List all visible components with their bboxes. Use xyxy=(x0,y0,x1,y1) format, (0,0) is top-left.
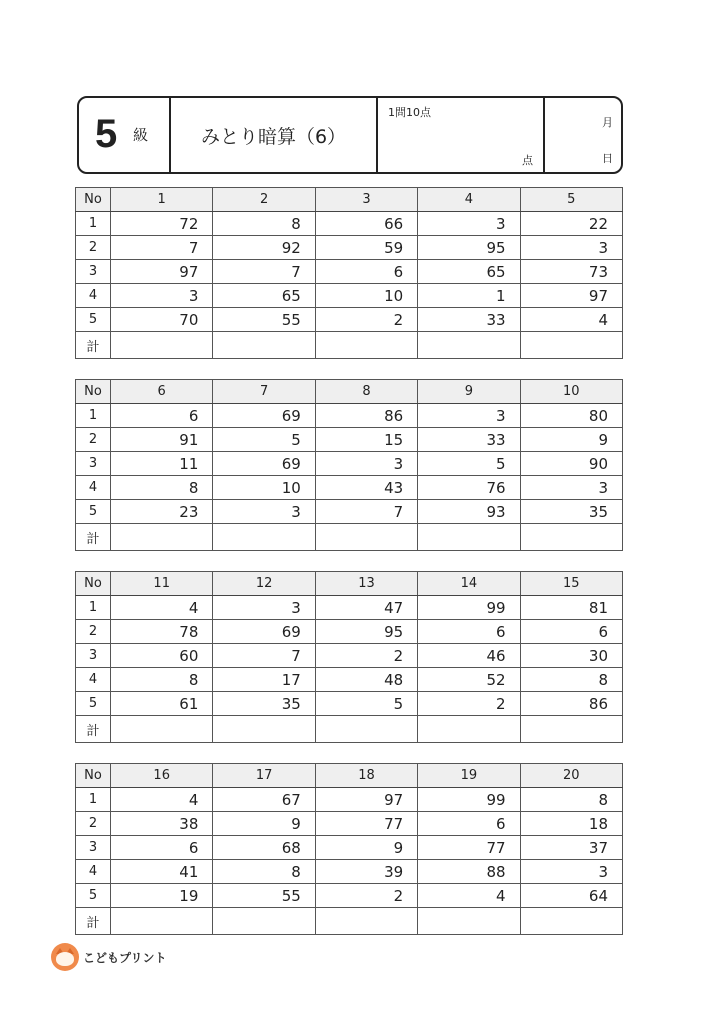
number-cell: 78 xyxy=(111,620,213,644)
number-cell: 46 xyxy=(418,644,520,668)
grade-unit: 級 xyxy=(133,126,149,144)
number-cell: 68 xyxy=(213,836,315,860)
problem-number-header: 1 xyxy=(111,188,213,212)
number-cell: 86 xyxy=(520,692,622,716)
number-cell: 3 xyxy=(520,236,622,260)
number-cell: 10 xyxy=(213,476,315,500)
number-cell: 52 xyxy=(418,668,520,692)
answer-cell[interactable] xyxy=(315,908,417,935)
problem-table xyxy=(75,571,623,743)
answer-cell[interactable] xyxy=(315,332,417,359)
row-number: 5 xyxy=(76,692,111,716)
answer-cell[interactable] xyxy=(111,716,213,743)
number-cell: 18 xyxy=(520,812,622,836)
problem-number-header: 17 xyxy=(213,764,315,788)
number-cell: 3 xyxy=(418,404,520,428)
number-cell: 19 xyxy=(111,884,213,908)
row-number: 4 xyxy=(76,668,111,692)
cat-face-icon xyxy=(51,943,79,971)
number-cell: 81 xyxy=(520,596,622,620)
problem-number-header: 3 xyxy=(315,188,417,212)
number-cell: 2 xyxy=(315,884,417,908)
number-cell: 3 xyxy=(315,452,417,476)
number-cell: 59 xyxy=(315,236,417,260)
table-header-row xyxy=(76,764,623,788)
number-cell: 5 xyxy=(213,428,315,452)
answer-cell[interactable] xyxy=(418,332,520,359)
table-row xyxy=(76,692,623,716)
problem-number-header: 14 xyxy=(418,572,520,596)
number-cell: 3 xyxy=(520,476,622,500)
table-row xyxy=(76,476,623,500)
number-cell: 86 xyxy=(315,404,417,428)
brand-logo xyxy=(51,943,167,971)
table-row xyxy=(76,860,623,884)
table-row xyxy=(76,620,623,644)
no-header: No xyxy=(76,188,111,212)
answer-cell[interactable] xyxy=(418,524,520,551)
number-cell: 15 xyxy=(315,428,417,452)
number-cell: 8 xyxy=(520,668,622,692)
number-cell: 6 xyxy=(111,836,213,860)
number-cell: 48 xyxy=(315,668,417,692)
answer-cell[interactable] xyxy=(418,716,520,743)
number-cell: 47 xyxy=(315,596,417,620)
problem-number-header: 9 xyxy=(418,380,520,404)
problem-number-header: 11 xyxy=(111,572,213,596)
answer-cell[interactable] xyxy=(213,332,315,359)
number-cell: 35 xyxy=(213,692,315,716)
date-cell xyxy=(543,98,621,172)
table-row xyxy=(76,596,623,620)
answer-cell[interactable] xyxy=(111,332,213,359)
month-label: 月 xyxy=(602,116,613,129)
number-cell: 8 xyxy=(520,788,622,812)
number-cell: 9 xyxy=(213,812,315,836)
table-row xyxy=(76,788,623,812)
number-cell: 9 xyxy=(315,836,417,860)
number-cell: 61 xyxy=(111,692,213,716)
table-row xyxy=(76,836,623,860)
answer-cell[interactable] xyxy=(213,908,315,935)
table-row xyxy=(76,212,623,236)
number-cell: 92 xyxy=(213,236,315,260)
number-cell: 4 xyxy=(111,596,213,620)
table-row xyxy=(76,644,623,668)
number-cell: 67 xyxy=(213,788,315,812)
number-cell: 72 xyxy=(111,212,213,236)
number-cell: 38 xyxy=(111,812,213,836)
number-cell: 6 xyxy=(418,620,520,644)
worksheet-header xyxy=(77,96,623,174)
no-header: No xyxy=(76,764,111,788)
total-label: 計 xyxy=(76,524,111,551)
problem-number-header: 12 xyxy=(213,572,315,596)
table-row xyxy=(76,812,623,836)
score-unit: 点 xyxy=(522,154,533,167)
number-cell: 97 xyxy=(111,260,213,284)
number-cell: 17 xyxy=(213,668,315,692)
total-row xyxy=(76,332,623,359)
number-cell: 55 xyxy=(213,308,315,332)
table-header-row xyxy=(76,380,623,404)
number-cell: 3 xyxy=(213,596,315,620)
problem-table xyxy=(75,187,623,359)
problem-table xyxy=(75,763,623,935)
number-cell: 64 xyxy=(520,884,622,908)
number-cell: 80 xyxy=(520,404,622,428)
number-cell: 69 xyxy=(213,452,315,476)
problem-number-header: 19 xyxy=(418,764,520,788)
number-cell: 90 xyxy=(520,452,622,476)
total-label: 計 xyxy=(76,908,111,935)
no-header: No xyxy=(76,380,111,404)
problem-number-header: 10 xyxy=(520,380,622,404)
number-cell: 37 xyxy=(520,836,622,860)
number-cell: 22 xyxy=(520,212,622,236)
answer-cell[interactable] xyxy=(520,908,622,935)
number-cell: 10 xyxy=(315,284,417,308)
number-cell: 69 xyxy=(213,620,315,644)
row-number: 4 xyxy=(76,476,111,500)
answer-cell[interactable] xyxy=(520,332,622,359)
table-row xyxy=(76,884,623,908)
row-number: 3 xyxy=(76,836,111,860)
problem-number-header: 18 xyxy=(315,764,417,788)
number-cell: 33 xyxy=(418,428,520,452)
number-cell: 97 xyxy=(315,788,417,812)
number-cell: 95 xyxy=(418,236,520,260)
total-row xyxy=(76,524,623,551)
row-number: 1 xyxy=(76,596,111,620)
table-row xyxy=(76,404,623,428)
number-cell: 7 xyxy=(213,644,315,668)
brand-name: こどもプリント xyxy=(83,950,167,965)
problem-number-header: 4 xyxy=(418,188,520,212)
number-cell: 99 xyxy=(418,788,520,812)
number-cell: 4 xyxy=(520,308,622,332)
row-number: 2 xyxy=(76,428,111,452)
table-header-row xyxy=(76,188,623,212)
number-cell: 41 xyxy=(111,860,213,884)
table-row xyxy=(76,236,623,260)
number-cell: 11 xyxy=(111,452,213,476)
number-cell: 1 xyxy=(418,284,520,308)
answer-cell[interactable] xyxy=(111,524,213,551)
number-cell: 8 xyxy=(111,476,213,500)
day-label: 日 xyxy=(602,152,613,165)
row-number: 5 xyxy=(76,884,111,908)
row-number: 3 xyxy=(76,644,111,668)
number-cell: 3 xyxy=(418,212,520,236)
total-row xyxy=(76,908,623,935)
row-number: 2 xyxy=(76,236,111,260)
table-row xyxy=(76,308,623,332)
grade-cell xyxy=(79,98,169,172)
grade-number: 5 xyxy=(95,112,118,156)
problem-number-header: 20 xyxy=(520,764,622,788)
number-cell: 60 xyxy=(111,644,213,668)
number-cell: 88 xyxy=(418,860,520,884)
title-cell xyxy=(169,98,376,172)
score-rule-label: 1問10点 xyxy=(388,106,431,119)
number-cell: 4 xyxy=(418,884,520,908)
score-cell xyxy=(376,98,543,172)
number-cell: 30 xyxy=(520,644,622,668)
number-cell: 77 xyxy=(418,836,520,860)
number-cell: 7 xyxy=(315,500,417,524)
number-cell: 55 xyxy=(213,884,315,908)
number-cell: 7 xyxy=(213,260,315,284)
problem-number-header: 2 xyxy=(213,188,315,212)
number-cell: 35 xyxy=(520,500,622,524)
answer-cell[interactable] xyxy=(315,716,417,743)
row-number: 4 xyxy=(76,284,111,308)
number-cell: 4 xyxy=(111,788,213,812)
number-cell: 77 xyxy=(315,812,417,836)
number-cell: 66 xyxy=(315,212,417,236)
problem-number-header: 5 xyxy=(520,188,622,212)
number-cell: 70 xyxy=(111,308,213,332)
number-cell: 9 xyxy=(520,428,622,452)
worksheet-title: みとり暗算（6） xyxy=(200,126,347,148)
number-cell: 65 xyxy=(418,260,520,284)
number-cell: 6 xyxy=(520,620,622,644)
problem-table xyxy=(75,379,623,551)
row-number: 3 xyxy=(76,452,111,476)
number-cell: 3 xyxy=(213,500,315,524)
number-cell: 2 xyxy=(315,308,417,332)
row-number: 1 xyxy=(76,212,111,236)
problem-number-header: 7 xyxy=(213,380,315,404)
number-cell: 91 xyxy=(111,428,213,452)
number-cell: 69 xyxy=(213,404,315,428)
table-row xyxy=(76,500,623,524)
row-number: 1 xyxy=(76,788,111,812)
number-cell: 6 xyxy=(111,404,213,428)
table-row xyxy=(76,260,623,284)
table-header-row xyxy=(76,572,623,596)
problem-number-header: 13 xyxy=(315,572,417,596)
answer-cell[interactable] xyxy=(520,524,622,551)
table-row xyxy=(76,428,623,452)
row-number: 2 xyxy=(76,620,111,644)
number-cell: 76 xyxy=(418,476,520,500)
number-cell: 6 xyxy=(315,260,417,284)
answer-cell[interactable] xyxy=(315,524,417,551)
number-cell: 5 xyxy=(315,692,417,716)
table-row xyxy=(76,284,623,308)
number-cell: 2 xyxy=(418,692,520,716)
number-cell: 43 xyxy=(315,476,417,500)
number-cell: 65 xyxy=(213,284,315,308)
no-header: No xyxy=(76,572,111,596)
problem-number-header: 6 xyxy=(111,380,213,404)
problem-number-header: 15 xyxy=(520,572,622,596)
row-number: 2 xyxy=(76,812,111,836)
total-label: 計 xyxy=(76,332,111,359)
row-number: 1 xyxy=(76,404,111,428)
number-cell: 39 xyxy=(315,860,417,884)
problem-number-header: 8 xyxy=(315,380,417,404)
row-number: 5 xyxy=(76,500,111,524)
answer-cell[interactable] xyxy=(418,908,520,935)
row-number: 3 xyxy=(76,260,111,284)
answer-cell[interactable] xyxy=(111,908,213,935)
total-label: 計 xyxy=(76,716,111,743)
number-cell: 5 xyxy=(418,452,520,476)
problem-number-header: 16 xyxy=(111,764,213,788)
number-cell: 23 xyxy=(111,500,213,524)
number-cell: 8 xyxy=(111,668,213,692)
number-cell: 97 xyxy=(520,284,622,308)
number-cell: 33 xyxy=(418,308,520,332)
row-number: 4 xyxy=(76,860,111,884)
number-cell: 7 xyxy=(111,236,213,260)
number-cell: 6 xyxy=(418,812,520,836)
answer-cell[interactable] xyxy=(213,716,315,743)
number-cell: 2 xyxy=(315,644,417,668)
answer-cell[interactable] xyxy=(213,524,315,551)
answer-cell[interactable] xyxy=(520,716,622,743)
number-cell: 73 xyxy=(520,260,622,284)
number-cell: 3 xyxy=(111,284,213,308)
number-cell: 93 xyxy=(418,500,520,524)
row-number: 5 xyxy=(76,308,111,332)
total-row xyxy=(76,716,623,743)
number-cell: 8 xyxy=(213,860,315,884)
number-cell: 99 xyxy=(418,596,520,620)
table-row xyxy=(76,668,623,692)
number-cell: 3 xyxy=(520,860,622,884)
number-cell: 8 xyxy=(213,212,315,236)
number-cell: 95 xyxy=(315,620,417,644)
table-row xyxy=(76,452,623,476)
